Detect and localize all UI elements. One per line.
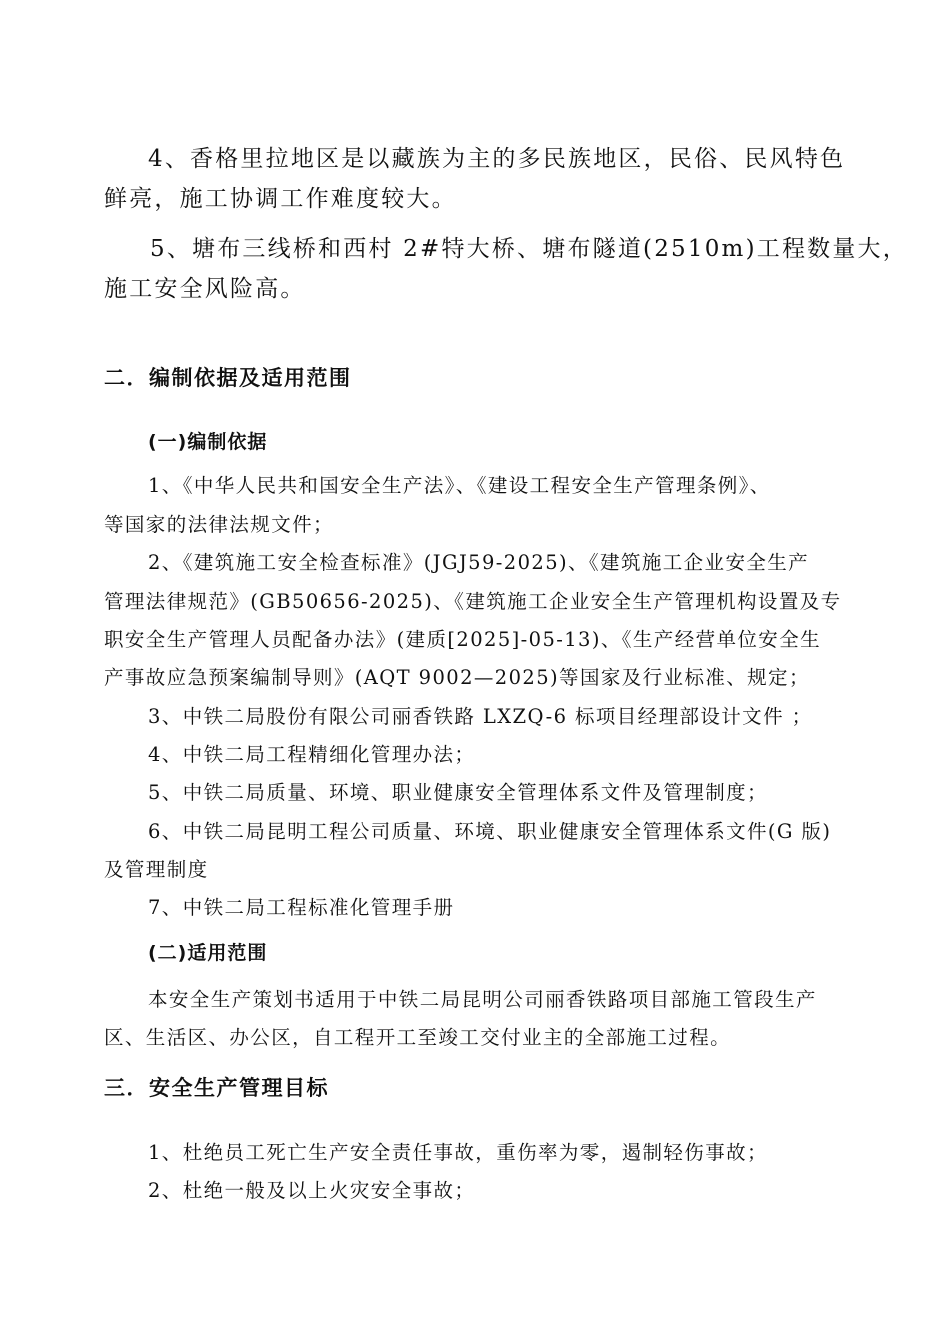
intro-item-5-line-2: 施工安全风险高。	[104, 276, 306, 302]
basis-item-6-line-1: 6、中铁二局昆明工程公司质量、环境、职业健康安全管理体系文件(G 版)	[148, 820, 832, 843]
goal-item-2: 2、杜绝一般及以上火灾安全事故；	[148, 1179, 476, 1202]
basis-item-1-line-2: 等国家的法律法规文件；	[104, 513, 334, 536]
intro-item-5-line-1: 5、塘布三线桥和西村 2#特大桥、塘布隧道(2510m)工程数量大，	[150, 236, 908, 262]
basis-item-2-line-3: 职安全生产管理人员配备办法》(建质[2025]-05-13)、《生产经营单位安全生	[104, 628, 822, 651]
basis-item-2-line-4: 产事故应急预案编制导则》(AQT 9002—2025)等国家及行业标准、规定；	[104, 666, 810, 689]
section-3-heading: 三．安全生产管理目标	[104, 1076, 329, 1100]
scope-text-line-2: 区、生活区、办公区，自工程开工至竣工交付业主的全部施工过程。	[104, 1026, 732, 1049]
basis-item-4: 4、中铁二局工程精细化管理办法；	[148, 743, 476, 766]
basis-item-5: 5、中铁二局质量、环境、职业健康安全管理体系文件及管理制度；	[148, 781, 768, 804]
intro-item-4-line-1: 4、香格里拉地区是以藏族为主的多民族地区，民俗、民风特色	[148, 146, 846, 172]
basis-item-2-line-2: 管理法律规范》(GB50656-2025)、《建筑施工企业安全生产管理机构设置及专	[104, 590, 842, 613]
scope-text-line-1: 本安全生产策划书适用于中铁二局昆明公司丽香铁路项目部施工管段生产	[148, 988, 817, 1011]
intro-item-4-line-2: 鲜亮，施工协调工作难度较大。	[104, 186, 457, 212]
basis-item-3: 3、中铁二局股份有限公司丽香铁路 LXZQ-6 标项目经理部设计文件 ；	[148, 705, 813, 728]
section-2-sub-2-heading: (二)适用范围	[148, 942, 268, 964]
goal-item-1: 1、杜绝员工死亡生产安全责任事故，重伤率为零，遏制轻伤事故；	[148, 1141, 768, 1164]
basis-item-6-line-2: 及管理制度	[104, 858, 209, 881]
basis-item-7: 7、中铁二局工程标准化管理手册	[148, 896, 455, 919]
basis-item-1-line-1: 1、《中华人民共和国安全生产法》、《建设工程安全生产管理条例》、	[148, 474, 771, 497]
section-2-sub-1-heading: (一)编制依据	[148, 431, 268, 453]
section-2-heading: 二．编制依据及适用范围	[104, 366, 352, 390]
basis-item-2-line-1: 2、《建筑施工安全检查标准》(JGJ59-2025)、《建筑施工企业安全生产	[148, 551, 810, 574]
